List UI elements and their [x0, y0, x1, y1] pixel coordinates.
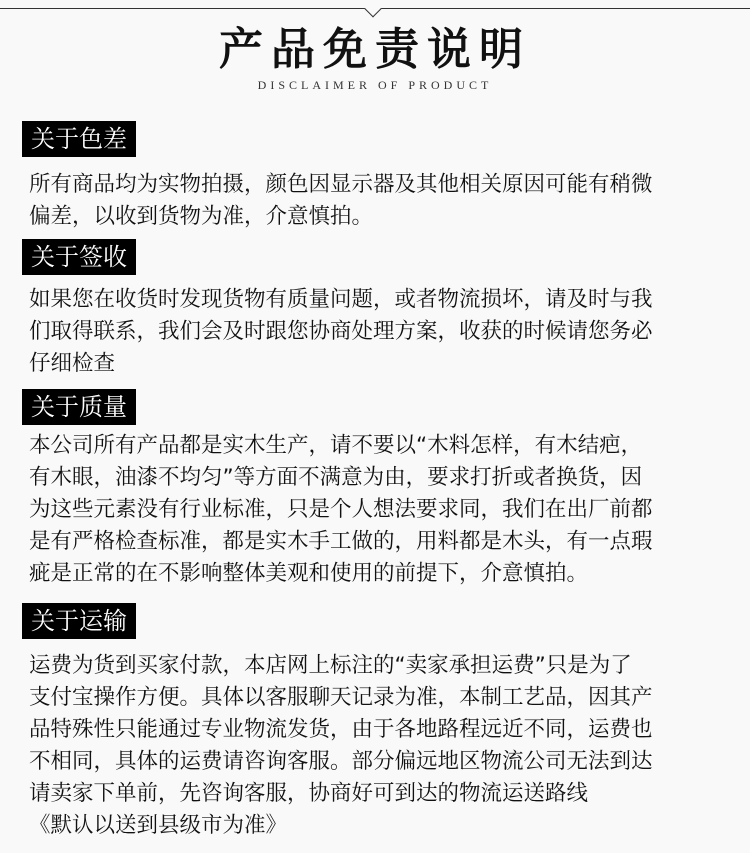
section-heading-color-difference: 关于色差 [22, 121, 136, 157]
text-line: 运费为货到买家付款，本店网上标注的“卖家承担运费”只是为了 [29, 653, 632, 678]
page-title: 产品免责说明 [219, 24, 531, 75]
text-line: 偏差，以收到货物为准，介意慎拍。 [29, 204, 374, 229]
text-line: 是有严格检查标准，都是实木手工做的，用料都是木头，有一点瑕 [29, 529, 653, 554]
chevron-down-icon [365, 1, 382, 18]
text-line: 如果您在收货时发现货物有质量问题，或者物流损坏，请及时与我 [29, 287, 653, 312]
text-line: 们取得联系，我们会及时跟您协商处理方案，收获的时候请您务必 [29, 319, 653, 344]
text-line: 不相同，具体的运费请咨询客服。部分偏远地区物流公司无法到达 [29, 749, 653, 774]
text-line: 本公司所有产品都是实木生产，请不要以“木料怎样，有木结疤， [29, 433, 643, 458]
section-heading-shipping: 关于运输 [22, 603, 136, 639]
section-text-quality [29, 430, 729, 590]
section-text-receipt [29, 284, 729, 380]
text-line: 所有商品均为实物拍摄，颜色因显示器及其他相关原因可能有稍微 [29, 172, 653, 197]
section-text-shipping [29, 650, 729, 842]
text-line: 支付宝操作方便。具体以客服聊天记录为准，本制工艺品，因其产 [29, 685, 653, 710]
section-text-color-difference [29, 169, 729, 233]
text-line: 仔细检查 [29, 351, 116, 376]
page-subtitle: DISCLAIMER OF PRODUCT [257, 78, 493, 92]
text-line: 有木眼，油漆不均匀”等方面不满意为由，要求打折或者换货，因 [29, 465, 643, 490]
text-line: 为这些元素没有行业标准，只是个人想法要求同，我们在出厂前都 [29, 497, 653, 522]
text-line: 疵是正常的在不影响整体美观和使用的前提下，介意慎拍。 [29, 561, 589, 586]
section-heading-quality: 关于质量 [22, 389, 136, 425]
text-line: 品特殊性只能通过专业物流发货，由于各地路程远近不同，运费也 [29, 717, 653, 742]
text-line: 请卖家下单前，先咨询客服，协商好可到达的物流运送路线 [29, 781, 589, 806]
text-line: 《默认以送到县级市为准》 [29, 813, 288, 838]
section-heading-receipt: 关于签收 [22, 239, 136, 275]
